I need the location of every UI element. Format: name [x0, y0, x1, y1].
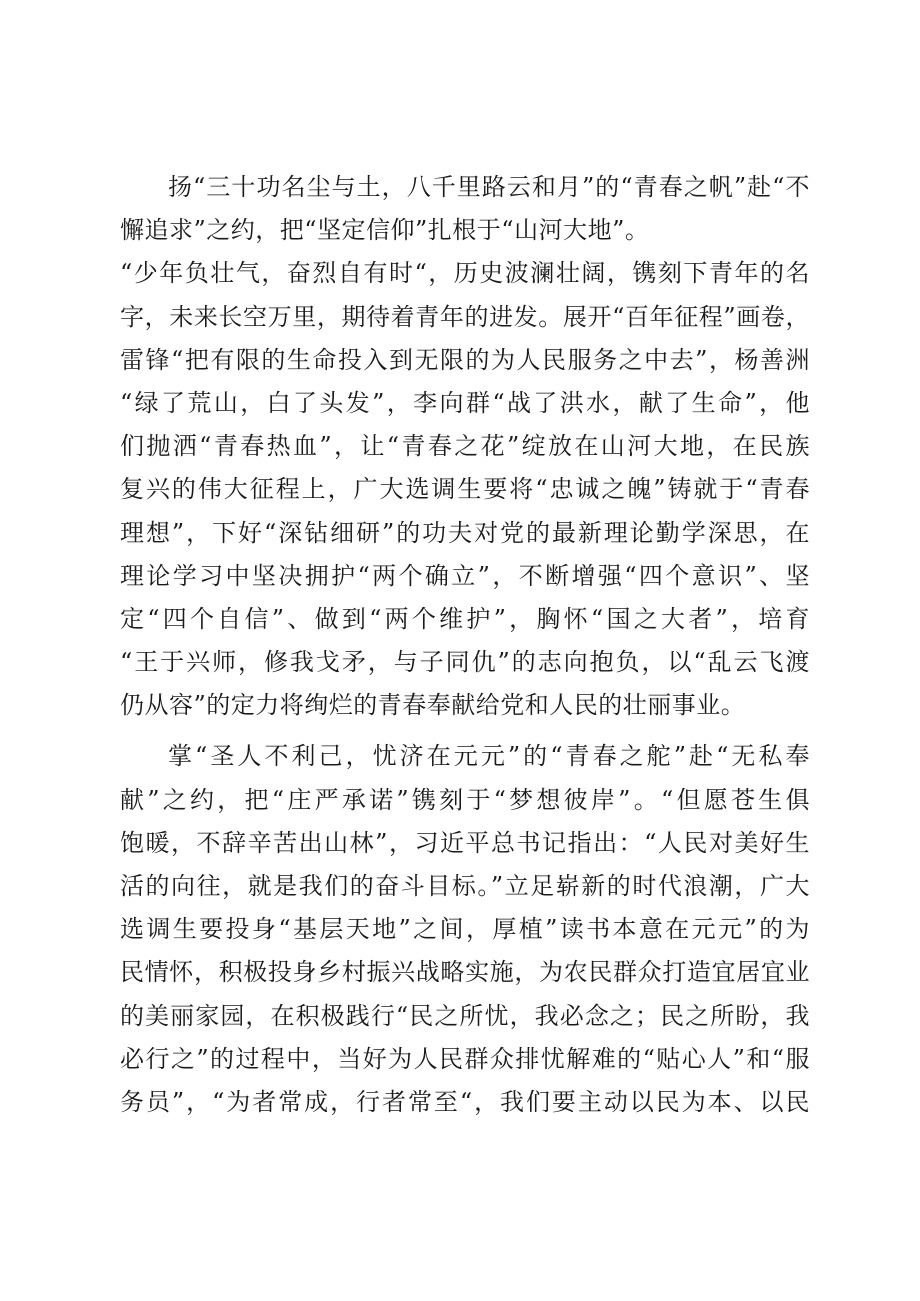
paragraph-3-line-3: 饱暖，不辞辛苦出山林”，习近平总书记指出：“人民对美好生 — [120, 828, 810, 857]
paragraph-3-line-8: 必行之”的过程中，当好为人民群众排忧解难的“贴心人”和“服 — [120, 1044, 810, 1073]
paragraph-2-line-5: 们抛洒“青春热血”，让“青春之花”绽放在山河大地，在民族 — [120, 432, 810, 461]
paragraph-2-line-2: 字，未来长空万里，期待着青年的进发。展开“百年征程”画卷， — [120, 302, 810, 331]
paragraph-2-line-3: 雷锋“把有限的生命投入到无限的为人民服务之中去”，杨善洲 — [120, 345, 810, 374]
paragraph-2-line-1: “少年负壮气，奋烈自有时“，历史波澜壮阔，镌刻下青年的名 — [120, 259, 810, 288]
paragraph-3-line-7: 的美丽家园，在积极践行“民之所忧，我必念之；民之所盼，我 — [120, 1001, 810, 1030]
paragraph-3-line-4: 活的向往，就是我们的奋斗目标。”立足崭新的时代浪潮，广大 — [120, 872, 810, 900]
paragraph-2-line-10: “王于兴师，修我戈矛，与子同仇”的志向抱负，以“乱云飞渡 — [120, 648, 810, 677]
paragraph-2-line-7: 理想”，下好“深钻细研”的功夫对党的最新理论勤学深思，在 — [120, 518, 810, 547]
paragraph-2-line-11: 仍从容”的定力将绚烂的青春奉献给党和人民的壮丽事业。 — [120, 691, 746, 720]
paragraph-2-line-6: 复兴的伟大征程上，广大选调生要将“忠诚之魄”铸就于“青春 — [120, 475, 810, 504]
paragraph-spacer — [120, 727, 810, 735]
paragraph-2-line-9: 定“四个自信”、做到“两个维护”，胸怀“国之大者”，培育 — [120, 604, 810, 633]
paragraph-1-line-2: 懈追求”之约，把“坚定信仰”扎根于“山河大地”。 — [120, 216, 650, 245]
paragraph-3-line-9: 务员”，“为者常成，行者常至“，我们要主动以民为本、以民 — [120, 1087, 810, 1116]
paragraph-3-line-5: 选调生要投身“基层天地”之间，厚植”读书本意在元元”的为 — [120, 915, 810, 944]
paragraph-3-line-1: 掌“圣人不利己，忧济在元元”的“青春之舵”赴“无私奉 — [168, 742, 810, 771]
paragraph-2-line-4: “绿了荒山，白了头发”，李向群“战了洪水，献了生命”，他 — [120, 388, 810, 417]
document-body — [120, 166, 810, 1124]
paragraph-2-line-8: 理论学习中坚决拥护“两个确立”，不断增强“四个意识”、坚 — [120, 561, 810, 590]
paragraph-1-line-1: 扬“三十功名尘与土，八千里路云和月”的“青春之帆”赴“不 — [168, 173, 810, 201]
paragraph-3-line-6: 民情怀，积极投身乡村振兴战略实施，为农民群众打造宜居宜业 — [120, 958, 810, 987]
paragraph-3-line-2: 献”之约，把“庄严承诺”镌刻于“梦想彼岸”。“但愿苍生俱 — [120, 785, 810, 814]
